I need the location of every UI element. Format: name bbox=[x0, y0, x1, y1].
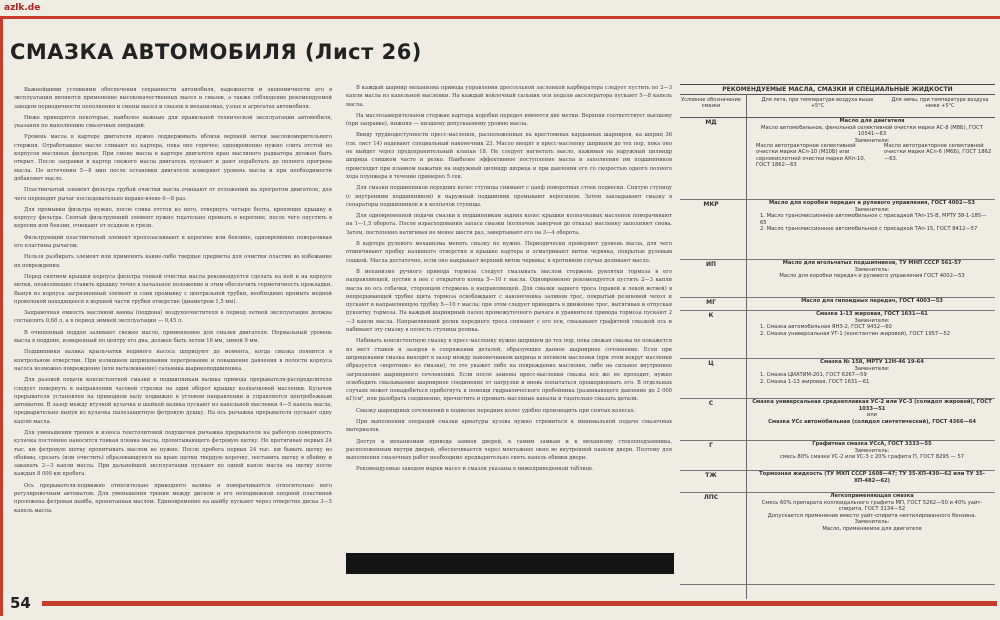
top-red-rule bbox=[0, 16, 1000, 19]
description-line: 1. Смазка ЦИАТИМ-201, ГОСТ 6267—59 bbox=[760, 372, 867, 379]
paragraph: Перед снятием крышки корпуса фильтра тонкой очистки масла рекомендуется сделать на ней и на корпусе метки, позволяющие ставить крышку точно в начальное положение и этим обеспечить герметичность прокладки. Вынув из корпуса загрязненный элемент и слив промывку с центральной трубки, необходимо промыть медной проволокой находящееся в верхней части трубки отверстие (диаметром 1,5 мм). bbox=[14, 273, 332, 305]
lubricant-code: С bbox=[708, 400, 714, 407]
paragraph: Уровень масла в картере двигателя нужно поддерживать вблизи верхней метки маслоизмерительного стержня. Отработавшее масло сливают из картера, пока оно горячее; одновременно нужно слить отстой из корпусов масляных фильтров. При смене масла в картере двигателя кран масляного радиатора должен быть открыт. После заправки в картер свежего масла двигатель пускают и дают поработать до полного прогрева масла. По истечении 5—8 мин после остановки двигателя измеряют уровень масла и при необходимости добавляют масло. bbox=[14, 134, 332, 182]
header-winter: Для зимы, при температуре воздуха ниже +5°С bbox=[891, 97, 989, 109]
paragraph: Ось прерывателя-подвижно относительно приводного валика и поворачивается относительно него регулировочным автоматом. Для уменьшения трения между диском и его неподвижной опорной пластиной проложена фетровая шайба, пропитанная маслом. Единовременно на шайбу пускают через отверстие диска 3—5 капель масла. bbox=[14, 482, 332, 514]
description-line: Заменители: bbox=[854, 365, 890, 372]
lubricant-description bbox=[752, 399, 992, 425]
description-line: Легкоприменяющая смазка bbox=[830, 493, 914, 499]
description-line: Смазка № 158, МРТУ 12Н-46 19-64 bbox=[820, 359, 924, 365]
left-red-rule bbox=[0, 16, 3, 616]
paragraph: Для промывки фильтра нужно, после слива отстоя из него, отвернуть четыре болта, крепящих крышку к корпусу фильтра. Снятый фильтрующий элемент нужно тщательно промыть в керосине, после чего опустить в керосин или бензин, очищают от осадков и грязи. bbox=[14, 206, 332, 230]
lubricant-code: К bbox=[708, 312, 714, 319]
lubricant-description bbox=[752, 200, 992, 233]
description-line: Заменитель: bbox=[854, 519, 890, 526]
description-line: Масло для коробки передач и рулевого управления ГОСТ 4002—53 bbox=[779, 273, 965, 280]
description-line: или bbox=[866, 412, 878, 419]
table-row bbox=[680, 358, 995, 399]
bottom-red-bar bbox=[42, 601, 997, 606]
description-line: Заменитель: bbox=[854, 447, 890, 454]
paragraph: Для одновременной подачи смазки к подшипникам задних колес крышки колпачковых масленок поворачивают на 1—1,5 оборота. После израсходования запаса смазки (колпачок заверчен до отказа) масленку заполняют снова. Затем, постепенно натягивая не менее шести раз, завертывают его на 3—4 оборота. bbox=[346, 213, 672, 236]
paragraph: Для разовой подачи консистентной смазки к подшипникам валика привода прерывателя-распределителя следует повернуть в направлении часовой стрелки на один оборот крышку колпачковой масленки. Кулачок прерывателя установлен на приводном валу подвижно в угловом направлении и управляется центробежным автоматом. В зазор между втулкой кулачка и шейкой валика пускают из капельной масленки 4—5 капель масла, предварительно вынув из кулачка пылезащитную фетровую душку. На ось рычажка прерывателя пускают одну каплю масла. bbox=[14, 377, 332, 425]
description-line: Смазка универсальная среднеплавкая УС-2 или УС-3 (солидол жировой), ГОСТ 1033—51 bbox=[752, 399, 992, 412]
description-line: Масло автомобильное, фенольной селективной очистки марки АС-8 (М8Б), ГОСТ 10541—63 bbox=[761, 124, 983, 138]
lubricant-code: ТЖ bbox=[705, 472, 717, 479]
table-row bbox=[680, 117, 995, 200]
lubricant-description bbox=[752, 298, 992, 305]
paragraph: В каждый шарнир механизма привода управления дроссельной заслонкой карбюратора следует пустить по 2—3 капли масла из капельной масленки. На каждый войлочный сальник оси педали акселератора пускают 5—8 капель масла. bbox=[346, 85, 672, 108]
description-line: Допускается применение вместо уайт-спирита неэтилированного бензина. bbox=[767, 512, 977, 519]
lubricant-code: Г bbox=[709, 442, 713, 449]
table-row bbox=[680, 492, 995, 585]
table-row bbox=[680, 310, 995, 359]
lubricants-table bbox=[680, 84, 995, 599]
table-row bbox=[680, 470, 995, 493]
table-row bbox=[680, 199, 995, 260]
page-number: 54 bbox=[10, 594, 31, 612]
description-line: Тормозная жидкость (ТУ МХП СССР 1608—47; ТУ 35-ХП-430—62 или ТУ 35-ХП-482—62) bbox=[759, 471, 985, 484]
header-summer: Для лета, при температуре воздуха выше +5°С bbox=[761, 97, 874, 109]
paragraph: Подшипники валика крыльчатки водяного насоса шприцуют до момента, когда смазка появится в контрольном отверстии. При излишнем шприцевании перегревание и повышение давления в полости корпуса насоса возможно повреждение (или выталкивание) сальника шарикоподшипника. bbox=[14, 349, 332, 372]
paragraph: В механизме ручного привода тормоза следует смазывать маслом стержень рукоятки тормоза в его направляющей, пустив в нее с открытого конца 5—10 г масла. Одновременно рекомендуется пустить 2—3 капли масла во ось собачки, сторонцем стержень в направляющей. Для смазки заднего троса (правой и левой ветвей) в непрерывающей трубке щита тормоза освобождают с наконечника заливом трос, покрытый резиновой чехол и пускают в направляющую трубку 5—10 г масла; при этом следует приводить в движение трос, вытягивая и отпуская рукоятку тормоза. На каждый шарнирный палец промежуточного рычага и уравнителя привода тормоза пускают 2—3 капли масла. Направляющий ролик переднего троса снимают с его оси, смазывают графитной смазкой ось и набивают эту смазку в полость ступицы ролика. bbox=[346, 268, 672, 334]
table-title: РЕКОМЕНДУЕМЫЕ МАСЛА, СМАЗКИ И СПЕЦИАЛЬНЫЕ ЖИДКОСТИ bbox=[680, 84, 995, 94]
lubricant-description bbox=[752, 359, 992, 385]
watermark-label: azlk.de bbox=[4, 3, 41, 13]
paragraph: Фильтрующий пластинчатый элемент прополаскивают в керосине или бензине, одновременно поворачивая его пластины рычагом. bbox=[14, 234, 332, 250]
description-line: Смесь 60% препарата коллоидального графита МП, ГОСТ 5262—50 и 40% уайт-спирита, ГОСТ 3134—52 bbox=[761, 499, 983, 513]
paragraph: Важнейшими условиями обеспечения сохранности автомобиля, надежности и экономичности его в эксплуатации являются применение высококачественных масел и смазок, а также соблюдение рекомендуемой заводом периодичности пополнения и смены масел и смазок в механизмах, узлах и агрегатах автомобиля. bbox=[14, 87, 332, 110]
lubricant-description bbox=[752, 118, 992, 144]
paragraph: При выполнении операций смазки арматуры кузова нужно стремиться к минимальной подаче смазочных материалов. bbox=[346, 418, 672, 434]
page-title: СМАЗКА АВТОМОБИЛЯ (Лист 26) bbox=[10, 40, 422, 64]
description-line: 2. Масло трансмиссионное автомобильное с присадкой ТАп-15, ГОСТ 8412—57 bbox=[760, 226, 978, 233]
black-band bbox=[346, 553, 674, 574]
description-line: 2. Смазка универсальная УТ-1 (константин жировой), ГОСТ 1957—52 bbox=[760, 330, 951, 337]
winter-substitute: Масло автотракторное селективной очистки марки АСп-6 (М6Б), ГОСТ 1862—63. bbox=[884, 143, 992, 162]
lubricant-description bbox=[752, 471, 992, 484]
description-line: Масло, применяемое для двигателя bbox=[822, 525, 922, 532]
description-line: Масло для двигателя bbox=[839, 118, 905, 124]
table-header bbox=[680, 94, 995, 118]
paragraph: Доступ к механизмам привода замков дверей, к самим замкам и к механизму стеклоподъемника, расположенным внутри дверей, обеспечивается через монтажное окно во внутренней панели двери. Поэтому для выполнения смазочных работ необходимо предварительно снять панель обивки двери. bbox=[346, 438, 672, 462]
paragraph: В картере рулевого механизма менять смазку не нужно. Периодически проверяют уровень масла, для чего отвинчивают пробку наливного отверстия в крышке картера и осматривают витки червяка, покрытые рулевым сошкой. Масла достаточно, если оно накрывает верхний виток червяка; в противном случае доливают масло. bbox=[346, 241, 672, 264]
paragraph: Заправочная емкость масляной ванны (поддона) воздухоочистителя в период летней эксплуатации должна составлять 0,68 л, а в период зимней эксплуатации — 0,45 л. bbox=[14, 310, 332, 325]
description-line: 1. Смазка автомобильная ЯНЗ-2, ГОСТ 9432—60 bbox=[760, 324, 892, 331]
lubricant-description bbox=[752, 260, 992, 280]
table-row bbox=[680, 259, 995, 298]
lubricant-code: МКР bbox=[703, 201, 719, 208]
table-row bbox=[680, 297, 995, 311]
lubricant-code: ИП bbox=[705, 261, 717, 268]
description-line: Масло для игольчатых подшипников, ТУ МНП СССР 561-57 bbox=[782, 260, 962, 266]
paragraph: Смазку шарнирных сочленений в подвеске передних колес удобно производить при снятых колесах. bbox=[356, 407, 636, 414]
lubricant-description bbox=[752, 441, 992, 461]
paragraph: Для уменьшения трения и износа текстолитовой подушечки рычажка прерывателя на рабочую поверхность кулачка постоянно наносится тонкая пленка масла, пропитывающего фетровую щетку. Не протягивая первых 24 тыс. км фетровую щетку пропитывать маслом не нужно. После пробега первых 24 тыс. км бывать щетку из обоймы, срезать (или очистить) образовавшуюся на краю щетки твердую корочку, поставить щетку в обойму и закапать 2—3 капли масла. При дальнейшей эксплуатации пускают по одной капле масла на щетку после каждых 8 000 км пробега. bbox=[14, 429, 332, 478]
description-line: Смазка 1-13 жировая, ГОСТ 1631—61 bbox=[816, 311, 928, 317]
table-row bbox=[680, 440, 995, 471]
lubricant-code: Ц bbox=[708, 360, 714, 367]
description-line: Заменители: bbox=[854, 317, 890, 324]
header-code: Условное обозначение смазки bbox=[681, 97, 741, 109]
description-line: Масло для гипоидных передач, ГОСТ 4003—53 bbox=[801, 298, 943, 304]
description-line: Заменители: bbox=[854, 206, 890, 213]
paragraph: Для смазки подшипников передних колес ступицы снимают с цапф поворотных стоек подвески. Снятую ступицу (с внутренним подшипником) и наружный подшипник промывают керосином. Затем закладывают смазку в сепараторы подшипников и в колпачок ступицы. bbox=[346, 185, 672, 208]
paragraph: Рекомендуемые заводом марки масел и смазок указаны в нижеприведенной таблице. bbox=[356, 466, 594, 473]
description-line: Масло для коробки передач и рулевого управления, ГОСТ 4002—53 bbox=[769, 200, 975, 206]
description-line: Заменитель: bbox=[854, 266, 890, 273]
paragraph: Нельзя разбирать элемент или применять какие-либо твердые предметы для очистки пластин во избежание их повреждения. bbox=[14, 254, 332, 269]
paragraph: Ниже приводятся некоторые, наиболее важные для правильной технической эксплуатации автомобиля, указания по выполнению смазочных операций. bbox=[14, 114, 332, 130]
description-line: Заменители: bbox=[854, 137, 890, 144]
description-line: 1. Масло трансмиссионное автомобильное с присадкой ТАп-15-В, МРТУ 38-1-185—65 bbox=[760, 213, 987, 226]
paragraph: Пластинчатый элемент фильтра грубой очистки масла очищают от отложений на прогретом двигателе, для чего переводят рычаг последовательно вправо-влево 6—8 раз. bbox=[14, 187, 332, 202]
description-line: 2. Смазка 1-13 жировая, ГОСТ 1631—61 bbox=[760, 378, 870, 385]
paragraph: Ввиду труднодоступности пресс-масленок, расположенных на крестовинах карданных шарниров, на шприц 36 (см. лист 14) надевают специальный наконечник 23. Масло вводят в пресс-масленку шприцем до тех пор, пока оно не выйдет через предохранительный клапан 18. Не следует нагнетать масло, нажимая на наружный цилиндр шприца слишком часто и резко. Наиболее эффективное поступление масла и заполнение им подшипников происходит при плавном нажатии на наружный цилиндр шприца и при давлении его со скоростью одного полного хода плунжера в течение примерно 5 сек. bbox=[346, 132, 672, 180]
text-column-middle bbox=[346, 84, 672, 554]
paragraph: На маслозамерительном стержне картера коробки передач имеются две метки. Верхняя соответствует высшему (при заправке), нижняя — низшему допускаемому уровню масла. bbox=[346, 112, 672, 128]
paragraph: Набивать консистентную смазку в пресс-масленку нужно шприцем до тех пор, пока свежая смазка не покажется из мест стыков и зазоров в сопряжении деталей, образующих данное шарнирное сочленение. Если при шприцевании смазка выходит в зазор между наконечником шприца и носиком масленки (при этом вокруг масленки образуется «воротник» из смазки), то это укажет либо на повреждение масленки, либо на сильное внутреннее загрязнение шарнирного сочленения. Если после замены пресс-масленки смазка все же не проходит, нужно освободить смазываемое шарнирное соединение от нагрузки и вновь попытаться прошприцевать его. В отдельных случаях может понадобиться прибегнуть к помощи гидравлического пробойника (развивающего давление до 2 000 кГ/см², или разобрать соединение, прочистить и промыть масляные каналы и тщательно смазать детали. bbox=[346, 338, 672, 403]
lubricant-description bbox=[752, 311, 992, 337]
lubricant-code: МД bbox=[705, 119, 717, 126]
description-line: Смазка УСс автомобильная (солидол синтетический), ГОСТ 4366—64 bbox=[768, 418, 976, 425]
description-line: Графитная смазка УСсА, ГОСТ 3333—55 bbox=[812, 441, 932, 447]
table-row bbox=[680, 398, 995, 441]
lubricant-description bbox=[752, 493, 992, 533]
text-column-left bbox=[14, 86, 332, 556]
lubricant-code: ЛПС bbox=[703, 494, 719, 501]
summer-substitute: Масло автотракторное селективной очистки марки АСп-10 (М10Б) или сернокислотной очистки марки АКп-10, ГОСТ 1862—63 bbox=[756, 143, 866, 169]
paragraph: В очищенный поддон заливают свежее масло, применяемое для смазки двигателя. Нормальный уровень масла в поддоне, измеренный по центру его дна, должен быть летом 16 мм, зимой 9 мм. bbox=[14, 329, 332, 345]
description-line: смесь 80% смазки УС-2 или УС-3 с 20% графита П, ГОСТ 8295 — 57 bbox=[779, 454, 965, 461]
lubricant-code: МГ bbox=[706, 299, 716, 306]
